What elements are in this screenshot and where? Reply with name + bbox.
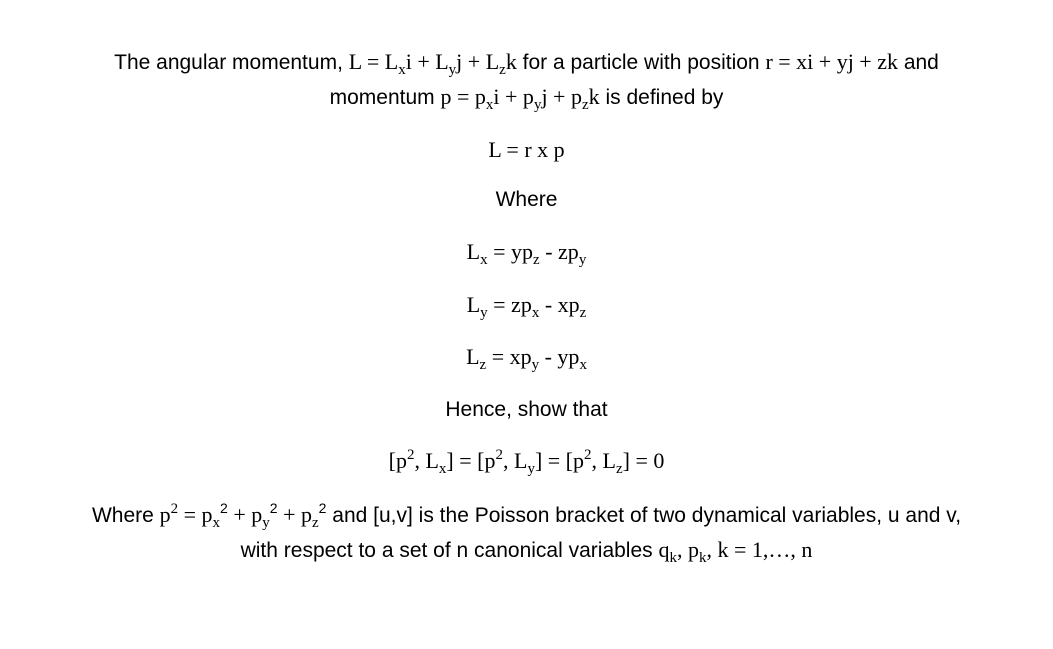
intro2-text-1: momentum — [329, 86, 441, 109]
intro-line-2 — [0, 84, 1053, 111]
intro-text-2: for a particle with position — [516, 51, 766, 74]
intro-text-1: The angular momentum, — [114, 51, 349, 74]
momentum-vector-expression: $p = p_xi + p_yj + p_zk$ — [440, 84, 600, 113]
canonical-variables-line: with respect to a set of n canonical variables $q_k$, $p_k$, k = 1,…, n — [240, 537, 813, 566]
intro-line-1 — [0, 49, 1053, 76]
lx-equation: $L_x = yp_z - zp_y$ — [466, 239, 587, 268]
where-label: Where — [495, 188, 558, 211]
lz-equation: $L_z = xp_y - yp_x$ — [466, 344, 587, 373]
angular-momentum-vector-expression: $L = L_xi + L_yj + L_zk$ — [348, 49, 517, 78]
where-p-squared-line: Where $p^2 = p_x^2 + p_y^2 + p_z^2$ and [u,v] is the Poisson bracket of two dynamical variables, u and v, — [91, 500, 962, 531]
cross-product-equation — [0, 137, 1053, 164]
cross-product-expression: L = r x p — [488, 137, 565, 162]
position-vector-expression: r = xi + yj + zk — [765, 49, 898, 74]
poisson-bracket-equation: [$p^2$, $L_x] = [p^2$, $L_y] = [p^2$, $L_z] = 0$ — [388, 447, 665, 477]
intro-text-3: and — [897, 51, 939, 74]
ly-equation: $L_y = zp_x - xp_z$ — [466, 292, 587, 321]
p-squared-expression: $p^2 = p_x^2 + p_y^2 + p_z^2$ — [159, 500, 327, 531]
intro2-text-2: is defined by — [599, 86, 724, 109]
canonical-variables-expression: $q_k$, $p_k$, k = 1,…, n — [658, 537, 813, 566]
hence-label: Hence, show that — [445, 398, 608, 421]
